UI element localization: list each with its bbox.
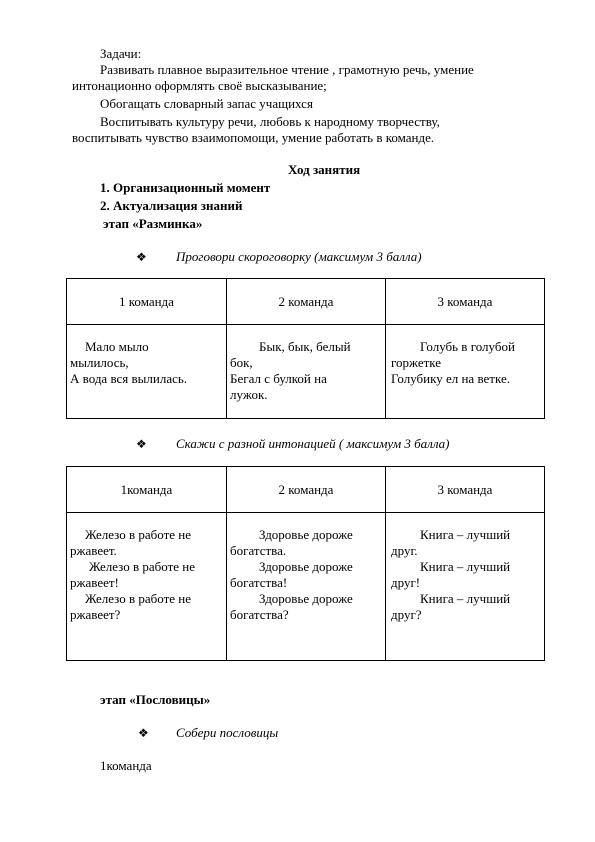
cell-line: горжетке	[391, 355, 442, 370]
cell-line: Здоровье дороже	[259, 527, 353, 542]
table-header-row	[67, 279, 545, 325]
table-cell	[67, 513, 227, 661]
cell-line: Бегал с булкой на	[230, 371, 327, 386]
table-header-cell: 2 команда	[227, 279, 386, 325]
tasks-heading: Задачи:	[100, 46, 142, 61]
task-text-3-line-2: воспитывать чувство взаимопомощи, умение работать в команде.	[72, 130, 435, 145]
diamond-bullet-icon: ❖	[138, 726, 149, 740]
table-cell	[227, 513, 386, 661]
table-header-cell: 1команда	[67, 467, 227, 513]
lesson-item-2: 2. Актуализация знаний	[100, 198, 243, 213]
table-header-cell: 3 команда	[386, 467, 545, 513]
tongue-twister-table	[66, 278, 545, 419]
task3-instruction: Собери пословицы	[176, 725, 279, 740]
table-cell	[67, 325, 227, 419]
table-cell	[227, 325, 386, 419]
cell-line: Голубь в голубой	[420, 339, 515, 354]
cell-line: Железо в работе не	[89, 559, 196, 574]
task-text-1-line-1: Развивать плавное выразительное чтение , грамотную речь, умение	[100, 62, 474, 77]
table-cell	[386, 513, 545, 661]
cell-line: бок,	[230, 355, 253, 370]
cell-line: мылилось,	[70, 355, 129, 370]
cell-line: богатства!	[230, 575, 288, 590]
cell-line: ржавеет!	[70, 575, 119, 590]
cell-line: богатства?	[230, 607, 289, 622]
task-text-2: Обогащать словарный запас учащихся	[100, 96, 313, 111]
cell-line: ржавеет.	[70, 543, 117, 558]
team-label: 1команда	[100, 758, 152, 773]
cell-line: Бык, бык, белый	[259, 339, 351, 354]
cell-line: Здоровье дороже	[259, 559, 353, 574]
cell-line: Голубику ел на ветке.	[391, 371, 510, 386]
cell-line: друг.	[391, 543, 418, 558]
lesson-item-1: 1. Организационный момент	[100, 180, 271, 195]
table-header-cell: 3 команда	[386, 279, 545, 325]
task2-instruction: Скажи с разной интонацией ( максимум 3 балла)	[176, 436, 450, 451]
cell-line: Книга – лучший	[420, 527, 511, 542]
table-row	[67, 513, 545, 661]
cell-line: друг?	[391, 607, 422, 622]
cell-line: Железо в работе не	[85, 527, 192, 542]
cell-line: ржавеет?	[70, 607, 121, 622]
task1-instruction: Проговори скороговорку (максимум 3 балла)	[176, 249, 422, 264]
cell-line: богатства.	[230, 543, 287, 558]
cell-line: Книга – лучший	[420, 559, 511, 574]
diamond-bullet-icon: ❖	[136, 437, 147, 451]
intonation-table	[66, 466, 545, 661]
cell-line: Здоровье дороже	[259, 591, 353, 606]
lesson-title: Ход занятия	[288, 162, 361, 177]
table-header-row	[67, 467, 545, 513]
cell-line: Железо в работе не	[85, 591, 192, 606]
table-header-cell: 2 команда	[227, 467, 386, 513]
task-text-1-line-2: интонационно оформлять своё высказывание;	[72, 78, 327, 93]
diamond-bullet-icon: ❖	[136, 250, 147, 264]
cell-line: Мало мыло	[85, 339, 149, 354]
stage-warmup-title: этап «Разминка»	[103, 216, 203, 231]
table-row	[67, 325, 545, 419]
table-header-cell: 1 команда	[67, 279, 227, 325]
table-cell	[386, 325, 545, 419]
cell-line: лужок.	[230, 387, 268, 402]
cell-line: Книга – лучший	[420, 591, 511, 606]
cell-line: А вода вся вылилась.	[70, 371, 188, 386]
task-text-3-line-1: Воспитывать культуру речи, любовь к народному творчеству,	[100, 114, 440, 129]
cell-line: друг!	[391, 575, 421, 590]
stage-proverbs-title: этап «Пословицы»	[100, 692, 211, 707]
